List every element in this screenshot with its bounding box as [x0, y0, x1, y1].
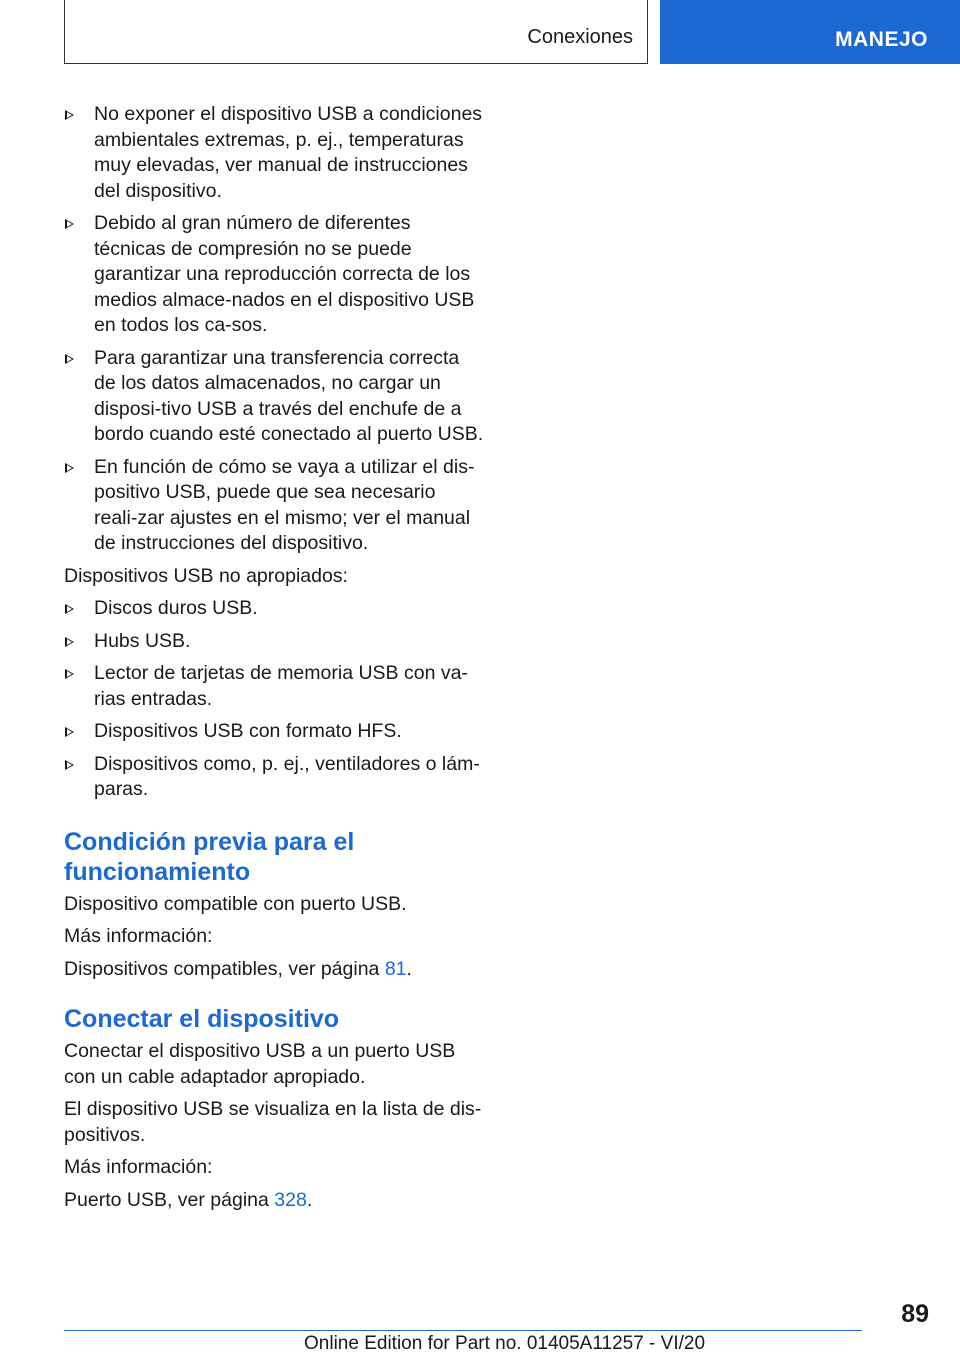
triangle-bullet-icon	[65, 637, 74, 647]
more-info-label: Más información:	[64, 1156, 213, 1178]
prerequisite-text: Dispositivo compatible con puerto USB.	[64, 892, 407, 915]
triangle-bullet-icon	[65, 463, 74, 473]
connect-result: El dispositivo USB se visualiza en la lista de dis-positivos.	[64, 1098, 482, 1146]
list-item-text: Dispositivos como, p. ej., ventiladores o lám-paras.	[94, 752, 480, 800]
unsuitable-devices-label: Dispositivos USB no apropiados:	[64, 564, 348, 587]
list-item	[64, 752, 484, 803]
main-content	[64, 102, 484, 1220]
chapter-label: MANEJO	[835, 28, 928, 51]
cross-reference	[64, 957, 484, 983]
list-item-text: Hubs USB.	[94, 629, 191, 652]
cross-reference-end: .	[406, 957, 412, 980]
cross-reference	[64, 1188, 484, 1214]
list-item	[64, 346, 484, 448]
list-item	[64, 596, 484, 622]
header-section-box	[64, 0, 648, 64]
triangle-bullet-icon	[65, 669, 74, 679]
more-info-label: Más información:	[64, 925, 213, 947]
list-item-text: Lector de tarjetas de memoria USB con va-rias entradas.	[94, 662, 468, 710]
list-item-text: Dispositivos USB con formato HFS.	[94, 720, 402, 742]
page-number: 89	[901, 1300, 929, 1328]
list-item-text: No exponer el dispositivo USB a condiciones ambientales extremas, p. ej., temperaturas muy elevadas, ver manual de instrucciones del dispositivo.	[94, 103, 483, 202]
triangle-bullet-icon	[65, 354, 74, 364]
list-item	[64, 211, 484, 339]
triangle-bullet-icon	[65, 604, 74, 614]
cross-reference-text: Puerto USB, ver página	[64, 1188, 275, 1211]
list-item-text: Discos duros USB.	[94, 597, 258, 619]
section-heading-connect: Conectar el dispositivo	[64, 1005, 340, 1033]
page-link-81[interactable]: 81	[384, 957, 407, 980]
list-item	[64, 102, 484, 204]
list-item-text: Para garantizar una transferencia correcta de los datos almacenados, no cargar un disposi-tivo USB a través del enchufe de a bordo cuando esté conectado al puerto USB.	[94, 346, 484, 445]
chapter-tab[interactable]	[660, 0, 960, 64]
list-item	[64, 719, 484, 745]
triangle-bullet-icon	[65, 760, 74, 770]
triangle-bullet-icon	[65, 110, 74, 120]
list-item-text: En función de cómo se vaya a utilizar el dis-positivo USB, puede que sea necesario reali-zar ajustes en el mismo; ver el manual de instrucciones del dispositivo.	[94, 455, 475, 554]
cross-reference-end: .	[306, 1188, 313, 1211]
list-item	[64, 629, 484, 655]
list-item-text: Debido al gran número de diferentes técnicas de compresión no se puede garantizar una reproducción correcta de los medios almace-nados en el dispositivo USB en todos los ca-sos.	[94, 212, 475, 336]
list-item	[64, 661, 484, 712]
footer-edition: Online Edition for Part no. 01405A11257 - VI/20	[304, 1333, 706, 1354]
footer-divider	[64, 1330, 862, 1331]
triangle-bullet-icon	[65, 727, 74, 737]
triangle-bullet-icon	[65, 219, 74, 229]
requirements-list	[64, 102, 484, 557]
unsuitable-devices-list	[64, 596, 484, 803]
list-item	[64, 455, 484, 557]
page-link-328[interactable]: 328	[274, 1188, 307, 1211]
cross-reference-text: Dispositivos compatibles, ver página	[64, 957, 385, 980]
section-title: Conexiones	[527, 26, 633, 48]
connect-instruction: Conectar el dispositivo USB a un puerto USB con un cable adaptador apropiado.	[64, 1040, 456, 1088]
section-heading-prerequisite: Condición previa para el funcionamiento	[64, 827, 355, 886]
